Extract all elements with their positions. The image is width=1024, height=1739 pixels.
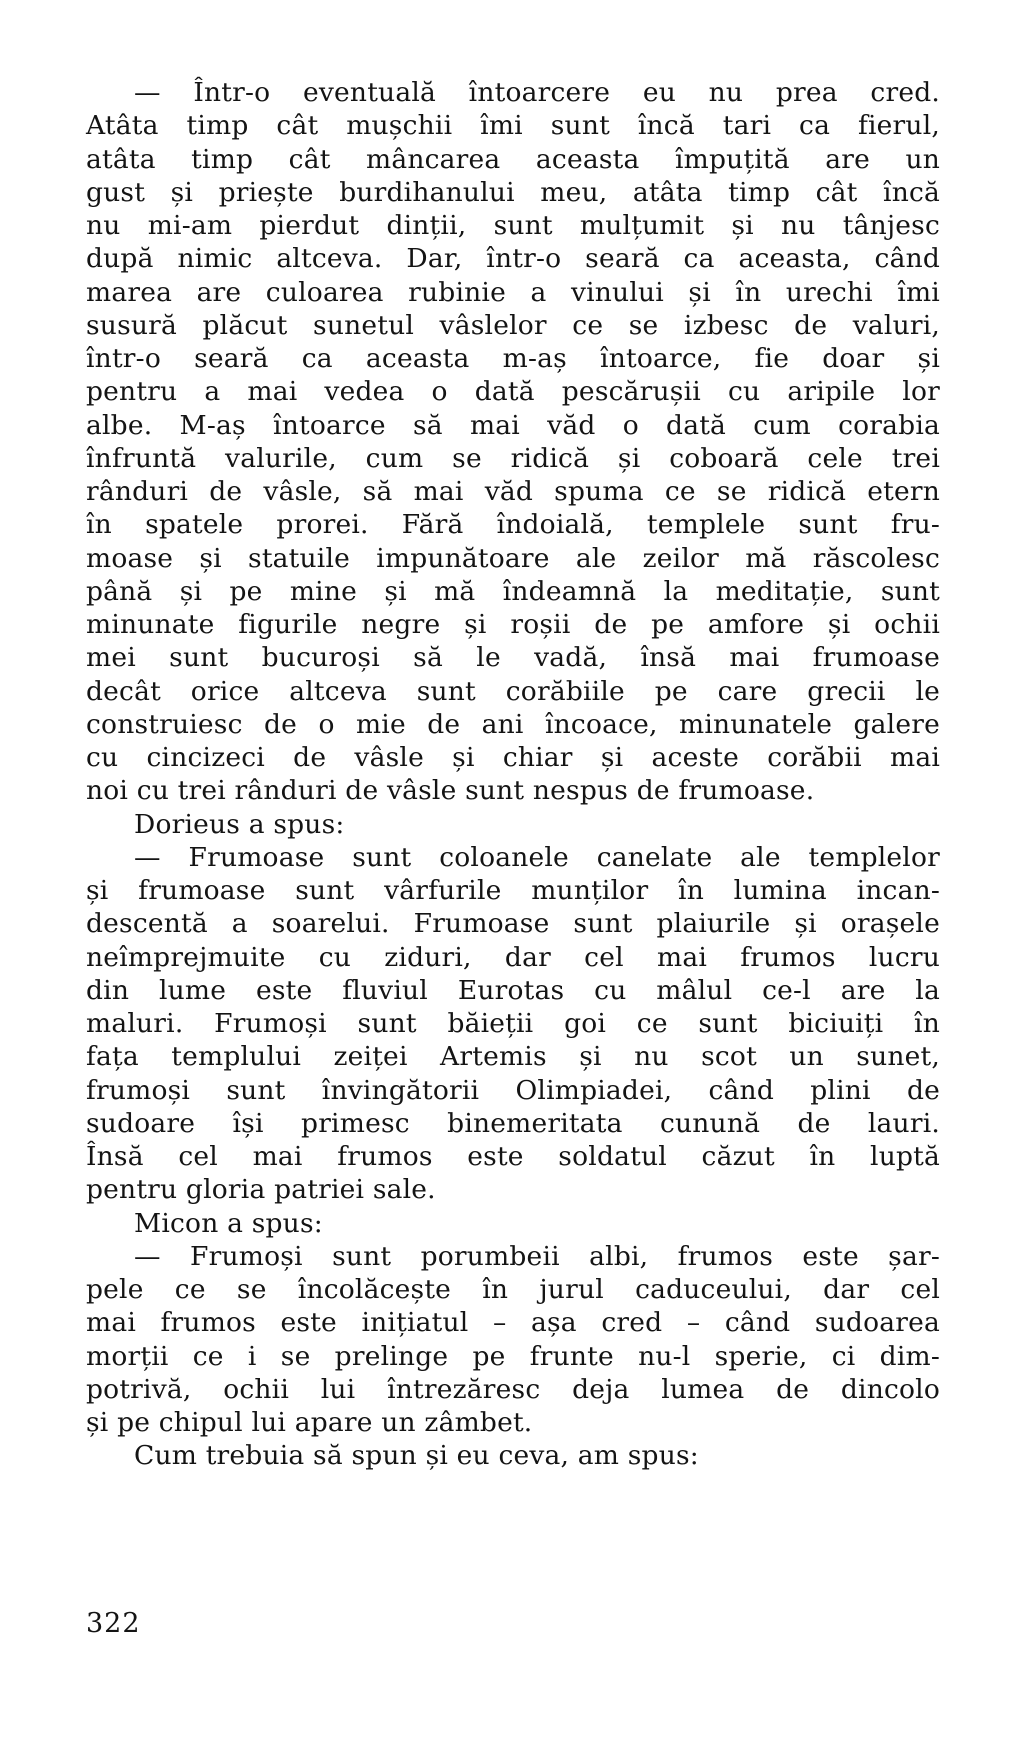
text-line: pele ce se încolăcește în jurul caduceului, dar cel <box>86 1274 940 1305</box>
paragraph <box>86 808 940 841</box>
text-line: Atâta timp cât mușchii îmi sunt încă tari ca fierul, <box>86 110 940 142</box>
text-line: atâta timp cât mâncarea aceasta împuțită are un <box>86 143 940 175</box>
text-line: într-o seară ca aceasta m-aș întoarce, fie doar și <box>86 343 940 374</box>
text-line: după nimic altceva. Dar, într-o seară ca aceasta, când <box>86 243 940 275</box>
text-line: și frumoase sunt vârfurile munților în lumina incan- <box>86 875 940 906</box>
text-line: pentru a mai vedea o dată pescărușii cu aripile lor <box>86 376 940 408</box>
text-line: fața templului zeiței Artemis și nu scot un sunet, <box>86 1041 940 1073</box>
text-line: — Într-o eventuală întoarcere eu nu prea cred. <box>134 77 940 108</box>
text-line: mei sunt bucuroși să le vadă, însă mai frumoase <box>86 642 940 674</box>
text-line: noi cu trei rânduri de vâsle sunt nespus de frumoase. <box>86 775 815 807</box>
text-line: marea are culoarea rubinie a vinului și în urechi îmi <box>86 276 940 308</box>
text-line: și pe chipul lui apare un zâmbet. <box>86 1407 533 1438</box>
text-line: Însă cel mai frumos este soldatul căzut în luptă <box>86 1141 940 1172</box>
text-line: maluri. Frumoși sunt băieții goi ce sunt biciuiți în <box>86 1008 940 1039</box>
paragraph <box>86 76 940 808</box>
text-line: pentru gloria patriei sale. <box>86 1174 436 1206</box>
text-line: gust și priește burdihanului meu, atâta timp cât încă <box>86 176 940 208</box>
text-line: neîmprejmuite cu ziduri, dar cel mai frumos lucru <box>86 941 940 973</box>
text-line: decât orice altceva sunt corăbiile pe care grecii le <box>86 675 940 707</box>
text-line: minunate figurile negre și roșii de pe amfore și ochii <box>86 609 940 640</box>
text-line: sudoare își primesc binemeritata cunună de lauri. <box>86 1107 940 1139</box>
text-line: albe. M-aș întoarce să mai văd o dată cum corabia <box>86 409 940 441</box>
page-body <box>86 76 940 1473</box>
text-line: rânduri de vâsle, să mai văd spuma ce se ridică etern <box>86 476 940 507</box>
text-line: în spatele prorei. Fără îndoială, templele sunt fru- <box>86 509 940 541</box>
text-line: cu cincizeci de vâsle și chiar și aceste corăbii mai <box>86 742 940 773</box>
text-line: din lume este fluviul Eurotas cu mâlul ce-l are la <box>86 974 940 1006</box>
text-line: Cum trebuia să spun și eu ceva, am spus: <box>134 1440 699 1472</box>
text-line: înfruntă valurile, cum se ridică și coboară cele trei <box>86 442 940 474</box>
page-number: 322 <box>86 1608 141 1639</box>
paragraph <box>86 1439 940 1472</box>
text-line: Micon a spus: <box>134 1207 323 1239</box>
text-line: potrivă, ochii lui întrezăresc deja lumea de dincolo <box>86 1373 940 1405</box>
text-line: mai frumos este inițiatul – așa cred – când sudoarea <box>86 1307 940 1339</box>
text-line: frumoși sunt învingătorii Olimpiadei, când plini de <box>86 1074 940 1106</box>
text-line: — Frumoase sunt coloanele canelate ale templelor <box>134 841 940 873</box>
text-line: moase și statuile impunătoare ale zeilor mă răscolesc <box>86 542 940 574</box>
text-line: construiesc de o mie de ani încoace, minunatele galere <box>86 708 940 740</box>
text-line: morții ce i se prelinge pe frunte nu-l sperie, ci dim- <box>86 1340 940 1372</box>
text-line: susură plăcut sunetul vâslelor ce se izbesc de valuri, <box>86 309 940 341</box>
paragraph <box>86 1207 940 1240</box>
text-line: descentă a soarelui. Frumoase sunt plaiurile și orașele <box>86 908 940 940</box>
text-line: Dorieus a spus: <box>134 808 345 840</box>
paragraph <box>86 1240 940 1440</box>
text-line: — Frumoși sunt porumbeii albi, frumos este șar- <box>134 1240 940 1272</box>
text-line: până și pe mine și mă îndeamnă la meditație, sunt <box>86 575 940 607</box>
text-line: nu mi-am pierdut dinții, sunt mulțumit și nu tânjesc <box>86 210 940 241</box>
paragraph <box>86 841 940 1207</box>
